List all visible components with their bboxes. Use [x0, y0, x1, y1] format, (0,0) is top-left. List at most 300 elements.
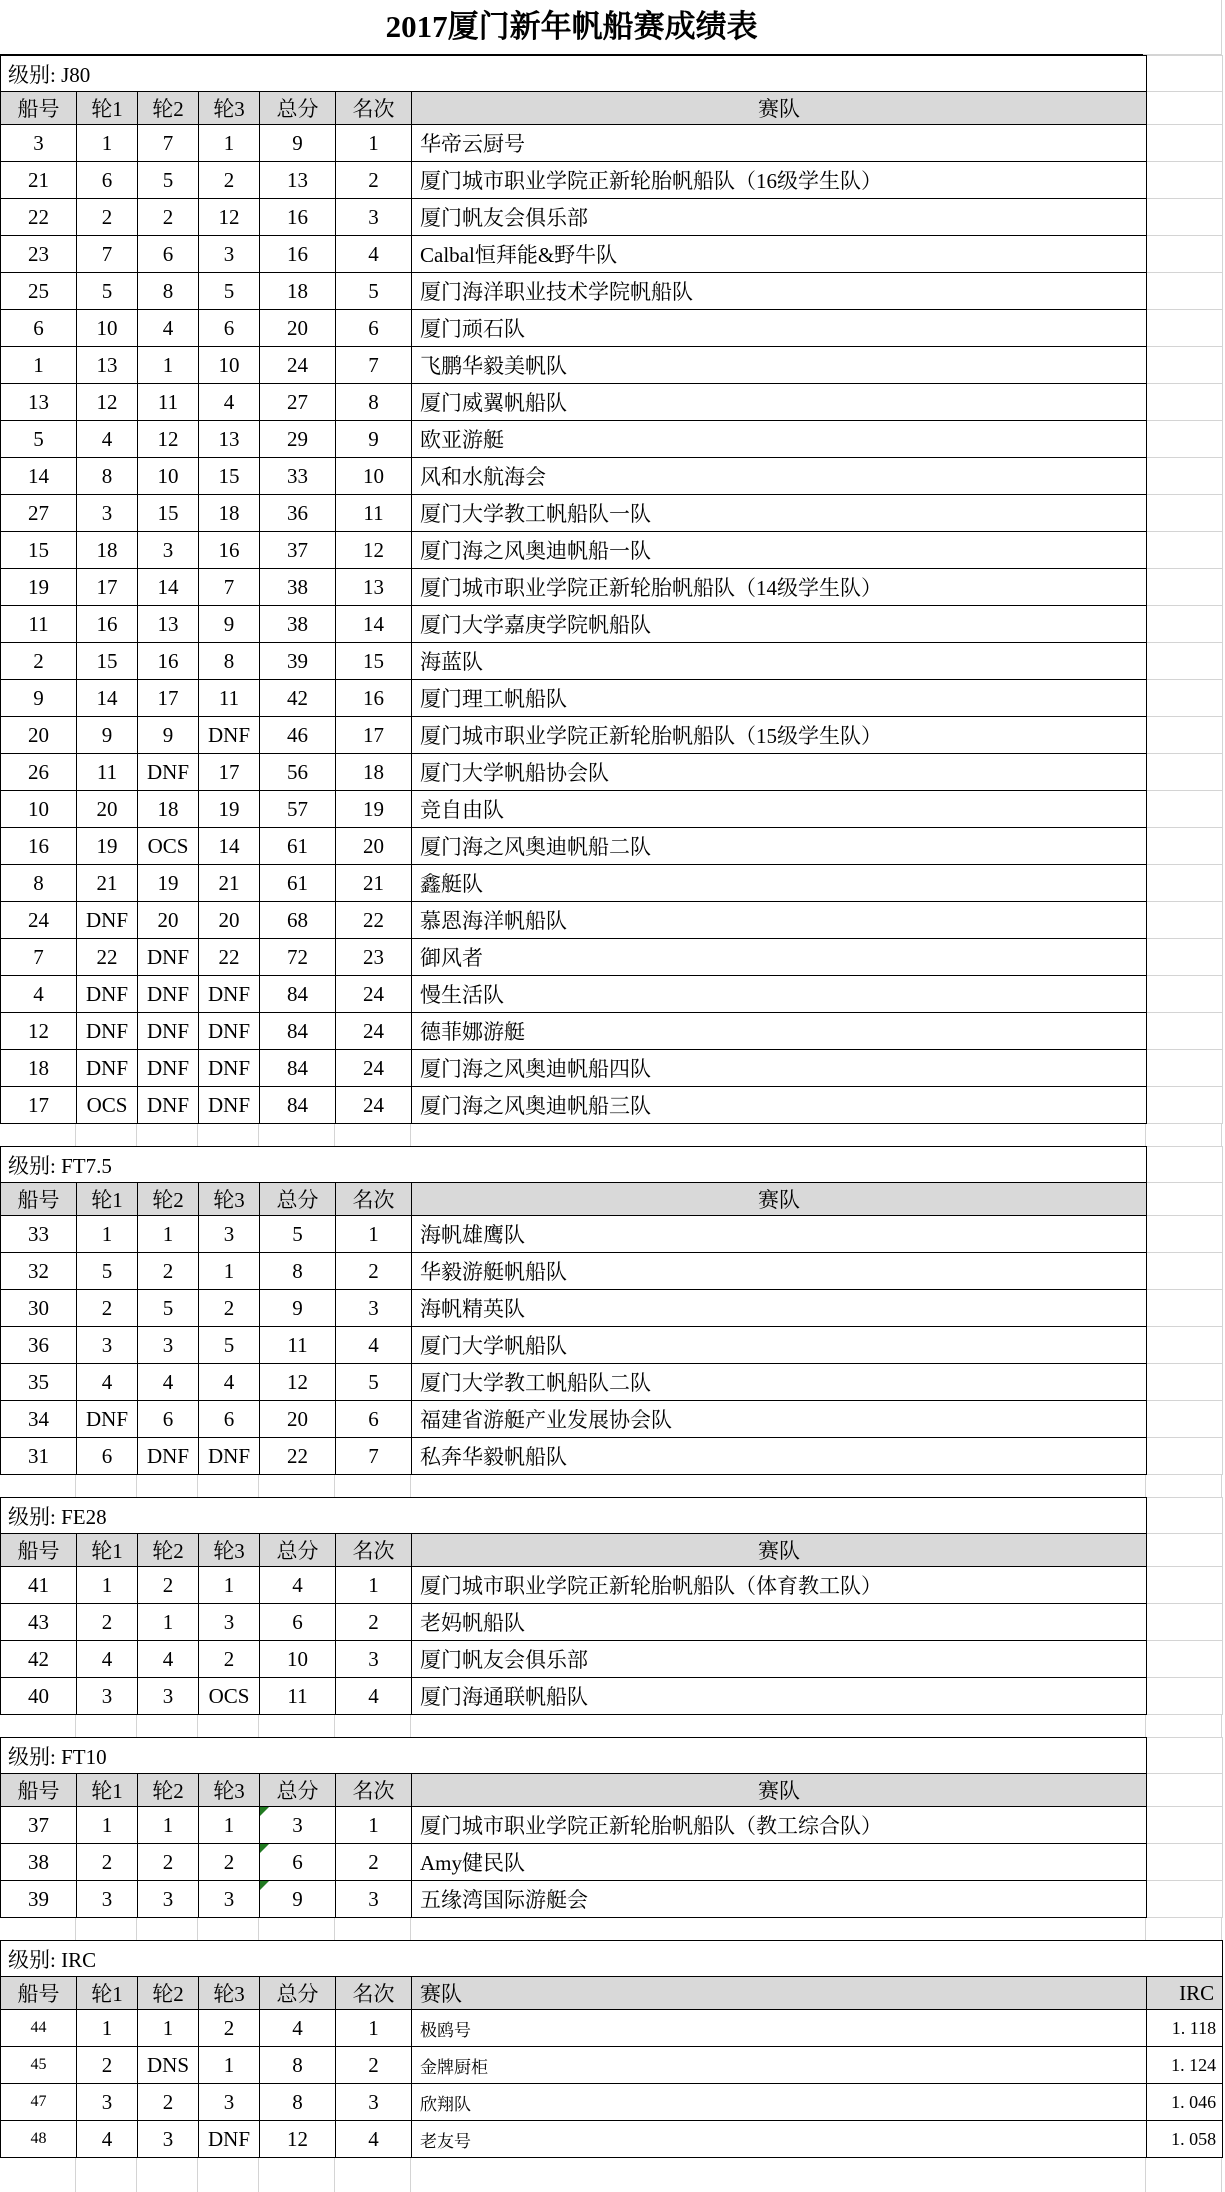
- table-row: [1, 1253, 1223, 1290]
- table-row: [1, 717, 1223, 754]
- gridline-stub: [258, 1124, 259, 1146]
- cell-round3: DNF: [199, 2121, 260, 2158]
- cell-total: 6: [260, 1604, 336, 1641]
- table-row: [1, 1604, 1223, 1641]
- margin-cell: [1147, 643, 1223, 680]
- column-header-irc: IRC: [1147, 1977, 1223, 2010]
- cell-round2: OCS: [138, 828, 199, 865]
- cell-total: 4: [260, 2010, 336, 2047]
- cell-total: 9: [260, 1290, 336, 1327]
- cell-total: 27: [260, 384, 336, 421]
- cell-team: 厦门海通联帆船队: [412, 1678, 1147, 1715]
- cell-rank: 4: [336, 2121, 412, 2158]
- cell-round2: DNF: [138, 1438, 199, 1475]
- cell-team: Amy健民队: [412, 1844, 1147, 1881]
- cell-team: 海帆雄鹰队: [412, 1216, 1147, 1253]
- cell-team: 厦门城市职业学院正新轮胎帆船队（14级学生队）: [412, 569, 1147, 606]
- cell-boat: 5: [1, 421, 77, 458]
- gridline-stub: [1221, 1715, 1222, 1737]
- cell-rank: 2: [336, 2047, 412, 2084]
- cell-round1: 2: [77, 1844, 138, 1881]
- cell-boat: 42: [1, 1641, 77, 1678]
- cell-round2: 4: [138, 1364, 199, 1401]
- section-level-label: 级别: FT7.5: [1, 1147, 1147, 1183]
- results-table-FT7.5: [0, 1146, 1223, 1475]
- cell-boat: 3: [1, 125, 77, 162]
- margin-cell: [1147, 1183, 1223, 1216]
- cell-round1: 6: [77, 162, 138, 199]
- cell-round3: 18: [199, 495, 260, 532]
- cell-round1: DNF: [77, 1401, 138, 1438]
- section-level-label: 级别: FE28: [1, 1498, 1147, 1534]
- cell-boat: 16: [1, 828, 77, 865]
- cell-round1: 3: [77, 495, 138, 532]
- margin-cell: [1147, 828, 1223, 865]
- column-header-total: 总分: [260, 1183, 336, 1216]
- cell-round2: DNF: [138, 939, 199, 976]
- cell-total: 5: [260, 1216, 336, 1253]
- cell-boat: 43: [1, 1604, 77, 1641]
- cell-total: 24: [260, 347, 336, 384]
- cell-boat: 32: [1, 1253, 77, 1290]
- cell-rank: 21: [336, 865, 412, 902]
- gridline-stub: [75, 2158, 76, 2192]
- cell-boat: 39: [1, 1881, 77, 1918]
- cell-rank: 11: [336, 495, 412, 532]
- margin-cell: [1147, 1678, 1223, 1715]
- cell-round1: 7: [77, 236, 138, 273]
- table-row: [1, 236, 1223, 273]
- cell-boat: 14: [1, 458, 77, 495]
- table-row: [1, 1216, 1223, 1253]
- cell-team: 华毅游艇帆船队: [412, 1253, 1147, 1290]
- margin-cell: [1147, 606, 1223, 643]
- cell-team: 慕恩海洋帆船队: [412, 902, 1147, 939]
- gridline-stub: [136, 1124, 137, 1146]
- cell-team: 厦门海之风奥迪帆船四队: [412, 1050, 1147, 1087]
- cell-round1: 9: [77, 717, 138, 754]
- table-row: [1, 2010, 1223, 2047]
- cell-round3: 5: [199, 1327, 260, 1364]
- cell-rank: 2: [336, 1253, 412, 1290]
- section-level-label: 级别: J80: [1, 56, 1147, 92]
- cell-rank: 5: [336, 273, 412, 310]
- header-row: [1, 1183, 1223, 1216]
- cell-total: 9: [260, 125, 336, 162]
- margin-cell: [1147, 347, 1223, 384]
- cell-round2: 2: [138, 1844, 199, 1881]
- cell-rank: 8: [336, 384, 412, 421]
- cell-boat: 17: [1, 1087, 77, 1124]
- cell-team: 欣翔队: [412, 2084, 1147, 2121]
- cell-team: 老友号: [412, 2121, 1147, 2158]
- level-row: [1, 56, 1223, 92]
- gridline-stub: [136, 1918, 137, 1940]
- cell-round2: 15: [138, 495, 199, 532]
- cell-round3: OCS: [199, 1678, 260, 1715]
- cell-round1: 13: [77, 347, 138, 384]
- gridline-stub: [75, 1124, 76, 1146]
- gridline-stub: [197, 2158, 198, 2192]
- margin-cell: [1147, 1147, 1223, 1183]
- cell-team: 厦门帆友会俱乐部: [412, 1641, 1147, 1678]
- gridline-stub: [1145, 1715, 1146, 1737]
- cell-total: 33: [260, 458, 336, 495]
- margin-cell: [1147, 902, 1223, 939]
- cell-round2: DNF: [138, 1050, 199, 1087]
- column-header-round3: 轮3: [199, 1534, 260, 1567]
- cell-rank: 13: [336, 569, 412, 606]
- cell-round1: 17: [77, 569, 138, 606]
- gridline-stub: [258, 2158, 259, 2192]
- cell-total: 46: [260, 717, 336, 754]
- margin-cell: [1147, 1216, 1223, 1253]
- table-row: [1, 384, 1223, 421]
- table-row: [1, 1567, 1223, 1604]
- section-level-label: 级别: IRC: [1, 1941, 1223, 1977]
- cell-team: 五缘湾国际游艇会: [412, 1881, 1147, 1918]
- cell-round3: 19: [199, 791, 260, 828]
- table-row: [1, 1401, 1223, 1438]
- level-row: [1, 1738, 1223, 1774]
- cell-team: 华帝云厨号: [412, 125, 1147, 162]
- column-header-boat: 船号: [1, 92, 77, 125]
- cell-rank: 1: [336, 1216, 412, 1253]
- column-header-boat: 船号: [1, 1774, 77, 1807]
- cell-team: 厦门海洋职业技术学院帆船队: [412, 273, 1147, 310]
- margin-cell: [1147, 162, 1223, 199]
- header-row: [1, 1534, 1223, 1567]
- cell-boat: 45: [1, 2047, 77, 2084]
- cell-round3: 9: [199, 606, 260, 643]
- cell-boat: 48: [1, 2121, 77, 2158]
- gridline-stub: [258, 1715, 259, 1737]
- margin-cell: [1147, 1604, 1223, 1641]
- cell-team: 御风者: [412, 939, 1147, 976]
- cell-round1: DNF: [77, 976, 138, 1013]
- cell-round1: 8: [77, 458, 138, 495]
- cell-round2: DNF: [138, 754, 199, 791]
- cell-total: 20: [260, 1401, 336, 1438]
- margin-cell: [1147, 92, 1223, 125]
- cell-rank: 3: [336, 1881, 412, 1918]
- cell-round3: 1: [199, 2047, 260, 2084]
- cell-round3: 3: [199, 1881, 260, 1918]
- gridline-stub: [334, 1715, 335, 1737]
- margin-cell: [1147, 1050, 1223, 1087]
- table-row: [1, 569, 1223, 606]
- column-header-round2: 轮2: [138, 92, 199, 125]
- cell-round1: 1: [77, 2010, 138, 2047]
- cell-round1: 11: [77, 754, 138, 791]
- cell-round2: DNS: [138, 2047, 199, 2084]
- cell-boat: 41: [1, 1567, 77, 1604]
- cell-round2: 18: [138, 791, 199, 828]
- cell-rank: 17: [336, 717, 412, 754]
- table-row: [1, 458, 1223, 495]
- cell-round2: 1: [138, 347, 199, 384]
- cell-round1: 19: [77, 828, 138, 865]
- cell-round3: 21: [199, 865, 260, 902]
- cell-total: 8: [260, 2084, 336, 2121]
- cell-round1: 15: [77, 643, 138, 680]
- margin-cell: [1147, 1738, 1223, 1774]
- column-header-team: 赛队: [412, 92, 1147, 125]
- cell-round3: 1: [199, 1567, 260, 1604]
- cell-team: 厦门理工帆船队: [412, 680, 1147, 717]
- gridline-stub: [1221, 2158, 1222, 2192]
- cell-total: 6: [260, 1844, 336, 1881]
- cell-irc: 1. 118: [1147, 2010, 1223, 2047]
- cell-total: 22: [260, 1438, 336, 1475]
- column-header-round3: 轮3: [199, 92, 260, 125]
- cell-total: 42: [260, 680, 336, 717]
- cell-round2: 2: [138, 199, 199, 236]
- margin-cell: [1147, 939, 1223, 976]
- cell-round3: 22: [199, 939, 260, 976]
- table-row: [1, 643, 1223, 680]
- cell-total: 8: [260, 1253, 336, 1290]
- margin-cell: [1147, 1327, 1223, 1364]
- cell-round3: DNF: [199, 1087, 260, 1124]
- gridline-stub: [1221, 1124, 1222, 1146]
- cell-team: 厦门城市职业学院正新轮胎帆船队（体育教工队）: [412, 1567, 1147, 1604]
- cell-round3: 1: [199, 1807, 260, 1844]
- gridline-stub: [75, 1475, 76, 1497]
- cell-total: 84: [260, 976, 336, 1013]
- cell-rank: 23: [336, 939, 412, 976]
- table-row: [1, 2084, 1223, 2121]
- cell-team: 厦门城市职业学院正新轮胎帆船队（15级学生队）: [412, 717, 1147, 754]
- cell-total: 84: [260, 1013, 336, 1050]
- gridline-stub: [1145, 1918, 1146, 1940]
- cell-team: 厦门顽石队: [412, 310, 1147, 347]
- section-gap-row: [0, 1475, 1222, 1497]
- cell-total: 18: [260, 273, 336, 310]
- title-margin-gridline: [1143, 0, 1222, 55]
- table-row: [1, 2047, 1223, 2084]
- cell-round2: 5: [138, 162, 199, 199]
- cell-team: 欧亚游艇: [412, 421, 1147, 458]
- cell-boat: 35: [1, 1364, 77, 1401]
- cell-rank: 3: [336, 1290, 412, 1327]
- cell-boat: 27: [1, 495, 77, 532]
- table-row: [1, 754, 1223, 791]
- cell-round2: 3: [138, 1678, 199, 1715]
- cell-round3: 3: [199, 236, 260, 273]
- table-row: [1, 1881, 1223, 1918]
- cell-boat: 37: [1, 1807, 77, 1844]
- cell-round3: 4: [199, 384, 260, 421]
- cell-boat: 13: [1, 384, 77, 421]
- cell-round2: 13: [138, 606, 199, 643]
- cell-round3: 20: [199, 902, 260, 939]
- gridline-stub: [197, 1124, 198, 1146]
- cell-rank: 2: [336, 1844, 412, 1881]
- cell-round2: 14: [138, 569, 199, 606]
- table-row: [1, 1050, 1223, 1087]
- cell-round1: DNF: [77, 902, 138, 939]
- cell-total: 39: [260, 643, 336, 680]
- cell-round3: 8: [199, 643, 260, 680]
- cell-round1: 3: [77, 1678, 138, 1715]
- gridline-stub: [334, 1475, 335, 1497]
- cell-total: 57: [260, 791, 336, 828]
- margin-cell: [1147, 199, 1223, 236]
- margin-cell: [1147, 310, 1223, 347]
- cell-boat: 36: [1, 1327, 77, 1364]
- cell-rank: 24: [336, 1013, 412, 1050]
- column-header-rank: 名次: [336, 1977, 412, 2010]
- cell-boat: 34: [1, 1401, 77, 1438]
- cell-round2: 2: [138, 2084, 199, 2121]
- cell-round3: 2: [199, 1290, 260, 1327]
- cell-round1: 3: [77, 1327, 138, 1364]
- cell-round2: 16: [138, 643, 199, 680]
- cell-rank: 14: [336, 606, 412, 643]
- table-row: [1, 606, 1223, 643]
- cell-rank: 12: [336, 532, 412, 569]
- level-row: [1, 1941, 1223, 1977]
- cell-rank: 4: [336, 1678, 412, 1715]
- column-header-round2: 轮2: [138, 1183, 199, 1216]
- cell-round2: 6: [138, 1401, 199, 1438]
- cell-rank: 5: [336, 1364, 412, 1401]
- cell-round2: 19: [138, 865, 199, 902]
- cell-round1: 1: [77, 1567, 138, 1604]
- column-header-team: 赛队: [412, 1183, 1147, 1216]
- cell-round3: 11: [199, 680, 260, 717]
- cell-team: 私奔华毅帆船队: [412, 1438, 1147, 1475]
- cell-boat: 8: [1, 865, 77, 902]
- cell-round1: DNF: [77, 1013, 138, 1050]
- section-gap-row: [0, 1918, 1222, 1940]
- cell-team: 厦门海之风奥迪帆船二队: [412, 828, 1147, 865]
- cell-rank: 2: [336, 1604, 412, 1641]
- table-row: [1, 1327, 1223, 1364]
- page-title: 2017厦门新年帆船赛成绩表: [0, 0, 1143, 55]
- cell-round1: 20: [77, 791, 138, 828]
- margin-cell: [1147, 125, 1223, 162]
- cell-rank: 3: [336, 199, 412, 236]
- cell-team: 厦门海之风奥迪帆船三队: [412, 1087, 1147, 1124]
- cell-total: 84: [260, 1087, 336, 1124]
- column-header-round2: 轮2: [138, 1534, 199, 1567]
- cell-round2: DNF: [138, 1013, 199, 1050]
- cell-boat: 15: [1, 532, 77, 569]
- table-row: [1, 347, 1223, 384]
- margin-cell: [1147, 1087, 1223, 1124]
- column-header-rank: 名次: [336, 1774, 412, 1807]
- margin-cell: [1147, 1807, 1223, 1844]
- table-row: [1, 1290, 1223, 1327]
- cell-boat: 1: [1, 347, 77, 384]
- cell-boat: 18: [1, 1050, 77, 1087]
- margin-cell: [1147, 976, 1223, 1013]
- cell-rank: 24: [336, 976, 412, 1013]
- cell-total: 56: [260, 754, 336, 791]
- table-row: [1, 2121, 1223, 2158]
- cell-round1: 14: [77, 680, 138, 717]
- cell-round3: 1: [199, 125, 260, 162]
- cell-round2: DNF: [138, 1087, 199, 1124]
- cell-round2: 1: [138, 1604, 199, 1641]
- cell-round2: 1: [138, 1807, 199, 1844]
- cell-boat: 10: [1, 791, 77, 828]
- cell-round1: 3: [77, 2084, 138, 2121]
- table-row: [1, 791, 1223, 828]
- cell-rank: 24: [336, 1087, 412, 1124]
- cell-team: 厦门大学嘉庚学院帆船队: [412, 606, 1147, 643]
- column-header-round1: 轮1: [77, 92, 138, 125]
- cell-boat: 47: [1, 2084, 77, 2121]
- cell-round3: 3: [199, 1604, 260, 1641]
- gridline-stub: [1221, 1475, 1222, 1497]
- title-row: [0, 0, 1225, 55]
- table-row: [1, 199, 1223, 236]
- cell-team: 厦门海之风奥迪帆船一队: [412, 532, 1147, 569]
- table-row: [1, 865, 1223, 902]
- cell-round1: 4: [77, 1641, 138, 1678]
- gridline-stub: [136, 2158, 137, 2192]
- cell-round1: DNF: [77, 1050, 138, 1087]
- cell-total: 10: [260, 1641, 336, 1678]
- cell-round3: 14: [199, 828, 260, 865]
- margin-cell: [1147, 680, 1223, 717]
- margin-cell: [1147, 1364, 1223, 1401]
- margin-cell: [1147, 1844, 1223, 1881]
- cell-boat: 19: [1, 569, 77, 606]
- margin-cell: [1147, 458, 1223, 495]
- column-header-rank: 名次: [336, 1183, 412, 1216]
- cell-total: 16: [260, 236, 336, 273]
- cell-round2: 4: [138, 310, 199, 347]
- cell-rank: 3: [336, 1641, 412, 1678]
- cell-rank: 4: [336, 1327, 412, 1364]
- cell-total: 20: [260, 310, 336, 347]
- column-header-round1: 轮1: [77, 1534, 138, 1567]
- cell-rank: 4: [336, 236, 412, 273]
- cell-boat: 2: [1, 643, 77, 680]
- cell-round2: 12: [138, 421, 199, 458]
- cell-round1: 5: [77, 1253, 138, 1290]
- results-table-J80: [0, 55, 1223, 1124]
- cell-round1: 21: [77, 865, 138, 902]
- gridline-stub: [258, 1475, 259, 1497]
- cell-round3: 16: [199, 532, 260, 569]
- cell-rank: 1: [336, 2010, 412, 2047]
- cell-round2: 20: [138, 902, 199, 939]
- table-row: [1, 1844, 1223, 1881]
- cell-round1: 3: [77, 1881, 138, 1918]
- cell-round3: 12: [199, 199, 260, 236]
- cell-boat: 38: [1, 1844, 77, 1881]
- cell-rank: 20: [336, 828, 412, 865]
- cell-team: 厦门帆友会俱乐部: [412, 199, 1147, 236]
- header-row: [1, 1977, 1223, 2010]
- cell-round2: 10: [138, 458, 199, 495]
- cell-team: 福建省游艇产业发展协会队: [412, 1401, 1147, 1438]
- cell-team: 风和水航海会: [412, 458, 1147, 495]
- cell-team: 德菲娜游艇: [412, 1013, 1147, 1050]
- cell-team: 慢生活队: [412, 976, 1147, 1013]
- cell-team: 厦门城市职业学院正新轮胎帆船队（16级学生队）: [412, 162, 1147, 199]
- cell-round3: 2: [199, 2010, 260, 2047]
- cell-round1: 2: [77, 1290, 138, 1327]
- cell-round2: 7: [138, 125, 199, 162]
- cell-rank: 22: [336, 902, 412, 939]
- margin-cell: [1147, 1498, 1223, 1534]
